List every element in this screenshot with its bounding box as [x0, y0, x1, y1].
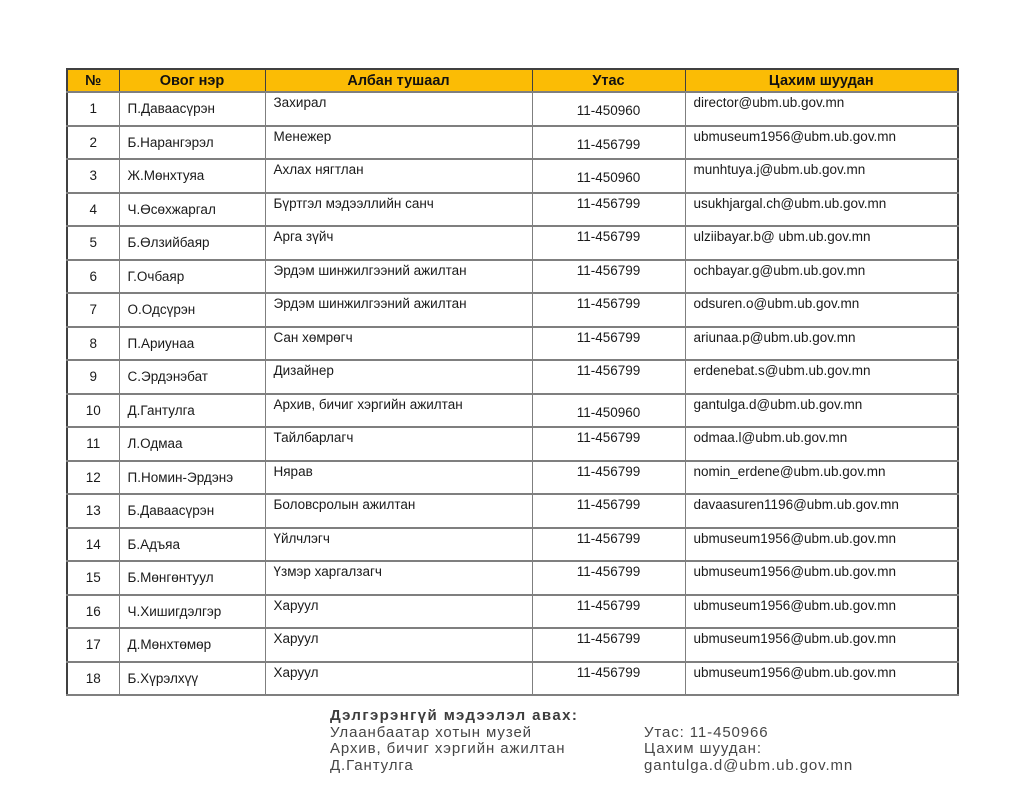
phone-cell: 11-456799 — [532, 662, 685, 696]
position-cell: Ахлах нягтлан — [265, 159, 532, 193]
phone-cell: 11-450960 — [532, 394, 685, 428]
position-cell: Нярав — [265, 461, 532, 495]
phone-cell: 11-456799 — [532, 226, 685, 260]
footer-person: Д.Гантулга — [330, 756, 414, 774]
name-cell: Д.Мөнхтөмөр — [119, 628, 265, 662]
table-row — [67, 260, 958, 294]
row-number-cell: 11 — [67, 427, 119, 461]
row-number-cell: 12 — [67, 461, 119, 495]
footer-email-label: Цахим шуудан: — [644, 740, 762, 757]
phone-cell: 11-456799 — [532, 561, 685, 595]
table-row — [67, 528, 958, 562]
footer-contact-block — [330, 708, 578, 774]
name-cell: Ч.Хишигдэлгэр — [119, 595, 265, 629]
table-row — [67, 159, 958, 193]
name-cell: О.Одсүрэн — [119, 293, 265, 327]
footer-org: Улаанбаатар хотын музей — [330, 723, 532, 741]
row-number-cell: 8 — [67, 327, 119, 361]
phone-cell: 11-456799 — [532, 293, 685, 327]
email-cell: ubmuseum1956@ubm.ub.gov.mn — [685, 662, 958, 696]
footer-role: Архив, бичиг хэргийн ажилтан — [330, 740, 566, 757]
position-cell: Эрдэм шинжилгээний ажилтан — [265, 293, 532, 327]
column-header-phone: Утас — [532, 69, 685, 92]
position-cell: Эрдэм шинжилгээний ажилтан — [265, 260, 532, 294]
name-cell: П.Номин-Эрдэнэ — [119, 461, 265, 495]
row-number-cell: 1 — [67, 92, 119, 126]
phone-cell: 11-456799 — [532, 193, 685, 227]
row-number-cell: 6 — [67, 260, 119, 294]
table-row — [67, 494, 958, 528]
position-cell: Боловсролын ажилтан — [265, 494, 532, 528]
position-cell: Харуул — [265, 595, 532, 629]
footer-email: gantulga.d@ubm.ub.gov.mn — [644, 756, 854, 774]
email-cell: ariunaa.p@ubm.ub.gov.mn — [685, 327, 958, 361]
email-cell: odsuren.o@ubm.ub.gov.mn — [685, 293, 958, 327]
row-number-cell: 10 — [67, 394, 119, 428]
footer-contact-details — [644, 725, 853, 775]
position-cell: Тайлбарлагч — [265, 427, 532, 461]
name-cell: Б.Даваасүрэн — [119, 494, 265, 528]
name-cell: Ж.Мөнхтуяа — [119, 159, 265, 193]
position-cell: Архив, бичиг хэргийн ажилтан — [265, 394, 532, 428]
table-row — [67, 595, 958, 629]
phone-cell: 11-456799 — [532, 360, 685, 394]
position-cell: Менежер — [265, 126, 532, 160]
phone-cell: 11-456799 — [532, 528, 685, 562]
phone-cell: 11-450960 — [532, 159, 685, 193]
position-cell: Бүртгэл мэдээллийн санч — [265, 193, 532, 227]
phone-cell: 11-456799 — [532, 628, 685, 662]
staff-contact-table — [66, 68, 959, 696]
name-cell: Д.Гантулга — [119, 394, 265, 428]
email-cell: ochbayar.g@ubm.ub.gov.mn — [685, 260, 958, 294]
table-header — [67, 69, 958, 92]
footer-title: Дэлгэрэнгүй мэдээлэл авах: — [330, 707, 579, 724]
table-row — [67, 461, 958, 495]
phone-cell: 11-450960 — [532, 92, 685, 126]
email-cell: ubmuseum1956@ubm.ub.gov.mn — [685, 528, 958, 562]
table-row — [67, 662, 958, 696]
name-cell: Л.Одмаа — [119, 427, 265, 461]
table-row — [67, 427, 958, 461]
email-cell: usukhjargal.ch@ubm.ub.gov.mn — [685, 193, 958, 227]
position-cell: Харуул — [265, 628, 532, 662]
row-number-cell: 2 — [67, 126, 119, 160]
name-cell: Г.Очбаяр — [119, 260, 265, 294]
email-cell: gantulga.d@ubm.ub.gov.mn — [685, 394, 958, 428]
row-number-cell: 3 — [67, 159, 119, 193]
row-number-cell: 15 — [67, 561, 119, 595]
phone-cell: 11-456799 — [532, 260, 685, 294]
email-cell: nomin_erdene@ubm.ub.gov.mn — [685, 461, 958, 495]
name-cell: Б.Мөнгөнтуул — [119, 561, 265, 595]
row-number-cell: 4 — [67, 193, 119, 227]
name-cell: Ч.Өсөхжаргал — [119, 193, 265, 227]
table-row — [67, 126, 958, 160]
row-number-cell: 16 — [67, 595, 119, 629]
email-cell: ubmuseum1956@ubm.ub.gov.mn — [685, 561, 958, 595]
email-cell: davaasuren1196@ubm.ub.gov.mn — [685, 494, 958, 528]
name-cell: Б.Өлзийбаяр — [119, 226, 265, 260]
name-cell: Б.Хүрэлхүү — [119, 662, 265, 696]
footer-phone: Утас: 11-450966 — [644, 723, 769, 741]
name-cell: П.Даваасүрэн — [119, 92, 265, 126]
table-header-row — [67, 69, 958, 92]
position-cell: Харуул — [265, 662, 532, 696]
phone-cell: 11-456799 — [532, 327, 685, 361]
column-header-name: Овог нэр — [119, 69, 265, 92]
email-cell: ubmuseum1956@ubm.ub.gov.mn — [685, 595, 958, 629]
table-row — [67, 226, 958, 260]
phone-cell: 11-456799 — [532, 427, 685, 461]
position-cell: Үзмэр харгалзагч — [265, 561, 532, 595]
table-body — [67, 92, 958, 695]
name-cell: Б.Нарангэрэл — [119, 126, 265, 160]
email-cell: ubmuseum1956@ubm.ub.gov.mn — [685, 628, 958, 662]
table-row — [67, 561, 958, 595]
column-header-no: № — [67, 69, 119, 92]
column-header-email: Цахим шуудан — [685, 69, 958, 92]
table-row — [67, 360, 958, 394]
row-number-cell: 18 — [67, 662, 119, 696]
row-number-cell: 7 — [67, 293, 119, 327]
row-number-cell: 9 — [67, 360, 119, 394]
column-header-position: Албан тушаал — [265, 69, 532, 92]
row-number-cell: 13 — [67, 494, 119, 528]
email-cell: erdenebat.s@ubm.ub.gov.mn — [685, 360, 958, 394]
phone-cell: 11-456799 — [532, 494, 685, 528]
table-row — [67, 92, 958, 126]
email-cell: odmaa.l@ubm.ub.gov.mn — [685, 427, 958, 461]
table-row — [67, 293, 958, 327]
phone-cell: 11-456799 — [532, 461, 685, 495]
table-row — [67, 193, 958, 227]
position-cell: Сан хөмрөгч — [265, 327, 532, 361]
email-cell: ulziibayar.b@ ubm.ub.gov.mn — [685, 226, 958, 260]
email-cell: munhtuya.j@ubm.ub.gov.mn — [685, 159, 958, 193]
phone-cell: 11-456799 — [532, 126, 685, 160]
email-cell: ubmuseum1956@ubm.ub.gov.mn — [685, 126, 958, 160]
row-number-cell: 14 — [67, 528, 119, 562]
position-cell: Арга зүйч — [265, 226, 532, 260]
table-row — [67, 327, 958, 361]
table-row — [67, 394, 958, 428]
table-row — [67, 628, 958, 662]
row-number-cell: 17 — [67, 628, 119, 662]
position-cell: Үйлчлэгч — [265, 528, 532, 562]
name-cell: Б.Адъяа — [119, 528, 265, 562]
email-cell: director@ubm.ub.gov.mn — [685, 92, 958, 126]
row-number-cell: 5 — [67, 226, 119, 260]
name-cell: П.Ариунаа — [119, 327, 265, 361]
position-cell: Дизайнер — [265, 360, 532, 394]
position-cell: Захирал — [265, 92, 532, 126]
phone-cell: 11-456799 — [532, 595, 685, 629]
name-cell: С.Эрдэнэбат — [119, 360, 265, 394]
